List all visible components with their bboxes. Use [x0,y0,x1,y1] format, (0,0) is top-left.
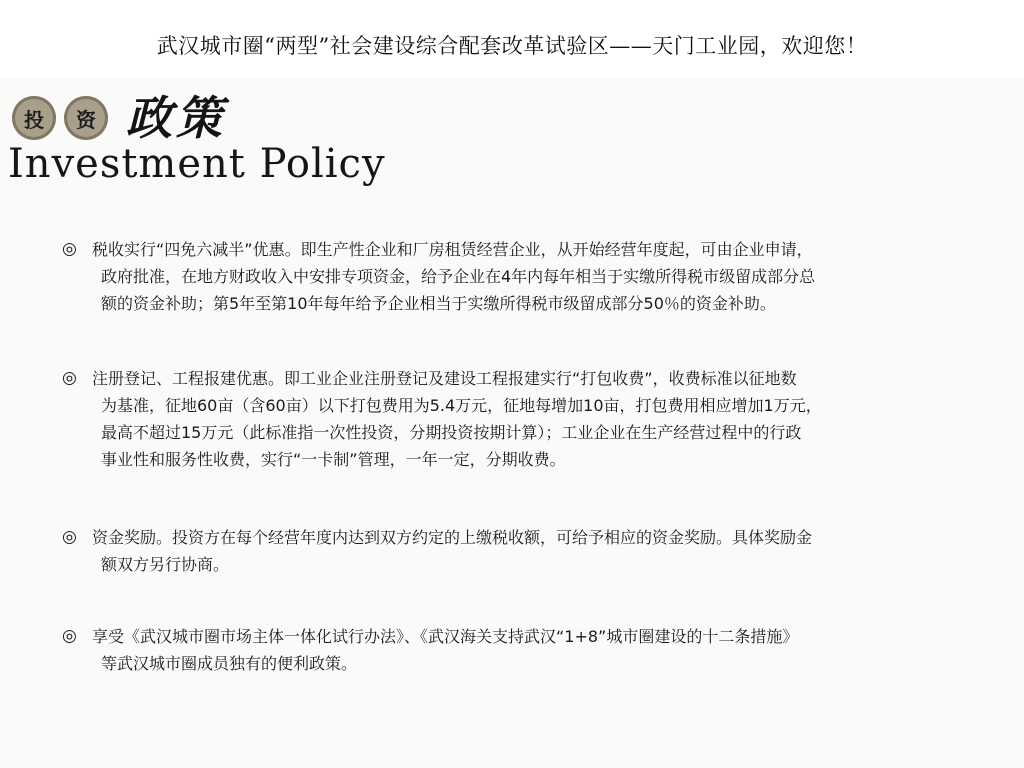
policy-line: 资金奖励。投资方在每个经营年度内达到双方约定的上缴税收额，可给予相应的资金奖励。具体奖励金 [92,528,813,547]
policy-text [92,236,1007,317]
policy-line: 额双方另行协商。 [101,555,230,574]
policy-item-reward [62,524,1007,578]
policy-line: 税收实行“四免六减半”优惠。即生产性企业和厂房租赁经营企业，从开始经营年度起，可由企业申请， [92,240,813,259]
page-title: 武汉城市圈“两型”社会建设综合配套改革试验区——天门工业园，欢迎您！ [156,34,868,58]
policy-item-registration [62,365,1007,473]
top-banner [0,0,1024,78]
logo-badge-tou: 投 [12,96,56,140]
investment-policy-logo [8,92,428,196]
policy-text [92,365,1007,473]
policy-line: 最高不超过15万元（此标准指一次性投资，分期投资按期计算）；工业企业在生产经营过程中的行政 [101,423,802,442]
policy-line: 等武汉城市圈成员独有的便利政策。 [101,654,358,673]
bullet-icon: ◎ [62,239,77,259]
policy-item-city-circle [62,623,1007,677]
bullet-icon: ◎ [62,527,77,547]
bullet-icon: ◎ [62,626,77,646]
policy-line: 额的资金补助；第5年至第10年每年给予企业相当于实缴所得税市级留成部分50％的资金补助。 [101,294,776,313]
policy-line: 政府批准，在地方财政收入中安排专项资金，给予企业在4年内每年相当于实缴所得税市级留成部分总 [101,267,816,286]
logo-badge-zi: 资 [64,96,108,140]
policy-line: 事业性和服务性收费，实行“一卡制”管理，一年一定，分期收费。 [101,450,566,469]
policy-item-tax [62,236,1007,317]
logo-english-title: Investment Policy [8,141,386,187]
logo-calligraphy-title: 政策 [126,91,226,145]
policy-line: 为基准，征地60亩（含60亩）以下打包费用为5.4万元，征地每增加10亩，打包费用相应增加1万元， [101,396,822,415]
policy-text [92,623,1007,677]
bullet-icon: ◎ [62,368,77,388]
policy-line: 享受《武汉城市圈市场主体一体化试行办法》、《武汉海关支持武汉“1+8”城市圈建设的十二条措施》 [92,627,799,646]
policy-line: 注册登记、工程报建优惠。即工业企业注册登记及建设工程报建实行“打包收费”，收费标准以征地数 [92,369,797,388]
policy-text [92,524,1007,578]
